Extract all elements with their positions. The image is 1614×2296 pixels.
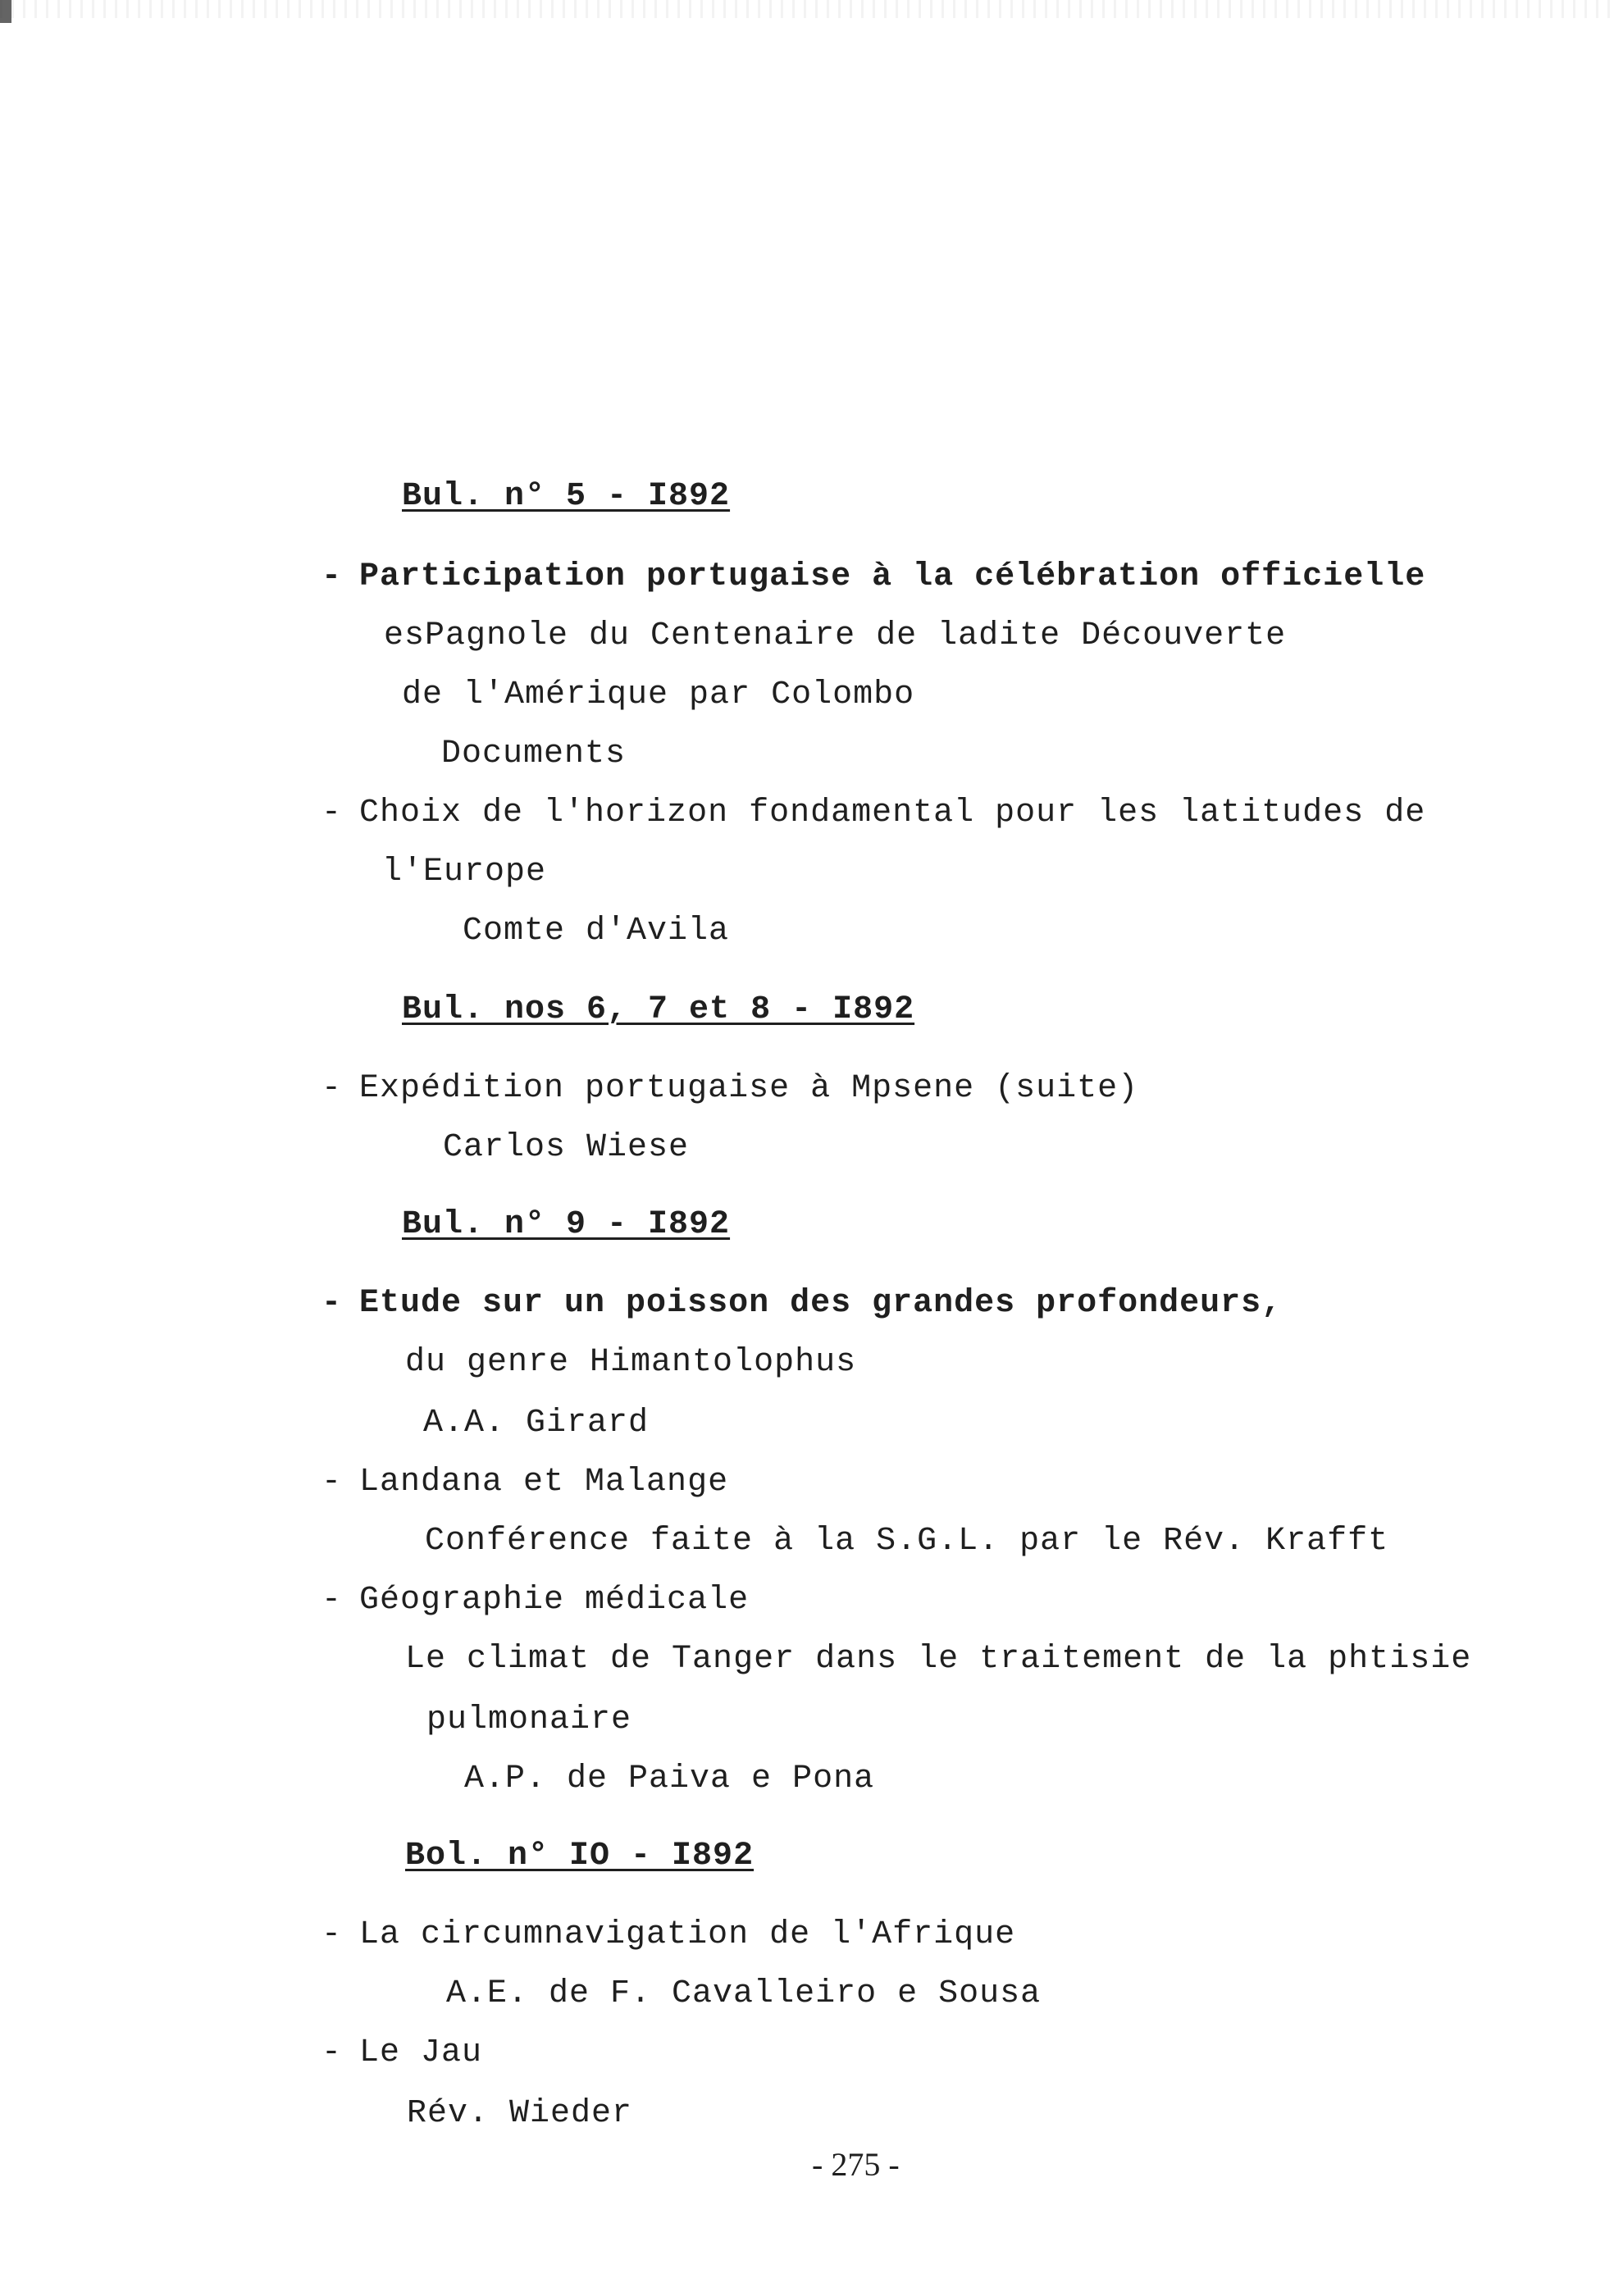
entry-title-line: l'Europe xyxy=(382,854,547,891)
entry-title-line: - Landana et Malange xyxy=(321,1464,729,1501)
entry-title-line: - Etude sur un poisson des grandes profondeurs, xyxy=(321,1285,1283,1322)
entry-title-line: de l'Amérique par Colombo xyxy=(402,676,915,713)
entry-title-line: - Participation portugaise à la célébration officielle xyxy=(321,558,1426,595)
entry-title-line: du genre Himantolophus xyxy=(405,1344,857,1381)
page-number: - 275 - xyxy=(812,2146,900,2183)
entry-author: Comte d'Avila xyxy=(463,913,730,950)
entry-title-line: pulmonaire xyxy=(426,1702,632,1738)
entry-title-line: Le climat de Tanger dans le traitement de la phtisie xyxy=(405,1641,1472,1678)
scan-artifact-top xyxy=(0,0,1614,18)
entry-title-line: - Choix de l'horizon fondamental pour les latitudes de xyxy=(321,795,1426,831)
section-heading: Bol. n° IO - I892 xyxy=(405,1838,755,1875)
entry-title-line: - Expédition portugaise à Mpsene (suite) xyxy=(321,1070,1139,1107)
section-heading: Bul. n° 5 - I892 xyxy=(402,478,731,515)
entry-author: Documents xyxy=(441,736,627,772)
section-heading: Bul. n° 9 - I892 xyxy=(402,1206,731,1243)
scan-artifact-corner xyxy=(0,0,11,23)
entry-title-line: - Géographie médicale xyxy=(321,1582,750,1619)
section-heading: Bul. nos 6, 7 et 8 - I892 xyxy=(402,991,915,1028)
entry-author: Rév. Wieder xyxy=(407,2095,633,2132)
entry-author: A.E. de F. Cavalleiro e Sousa xyxy=(446,1975,1042,2012)
entry-title-line: esPagnole du Centenaire de ladite Découverte xyxy=(384,617,1287,654)
entry-author: Carlos Wiese xyxy=(443,1129,690,1166)
entry-author: A.P. de Paiva e Pona xyxy=(464,1761,875,1797)
entry-title-line: - La circumnavigation de l'Afrique xyxy=(321,1916,1016,1953)
entry-author: Conférence faite à la S.G.L. par le Rév. Krafft xyxy=(425,1523,1389,1560)
entry-title-line: - Le Jau xyxy=(321,2034,483,2071)
entry-author: A.A. Girard xyxy=(423,1405,650,1442)
